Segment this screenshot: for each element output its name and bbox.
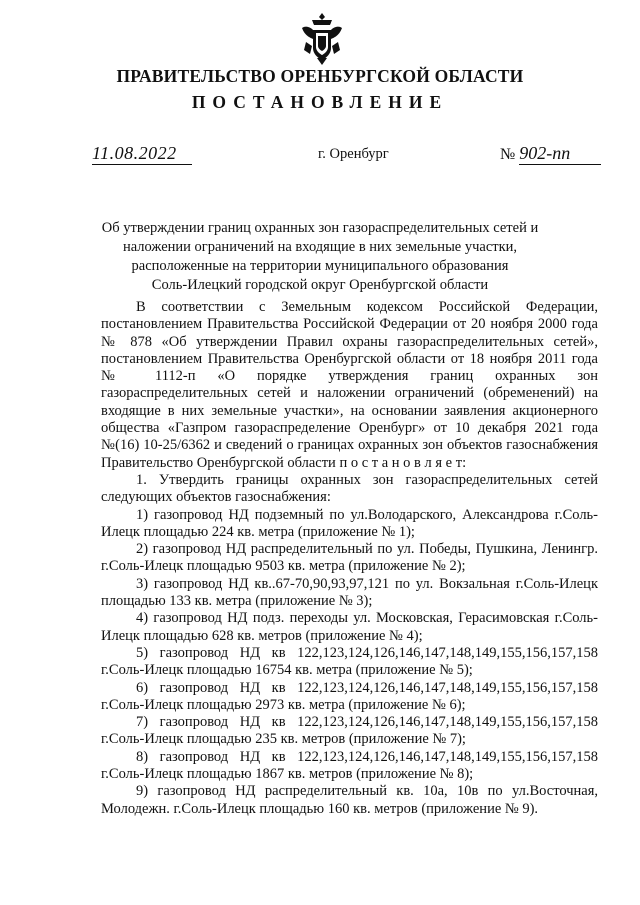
subitem-paragraph: 1) газопровод НД подземный по ул.Володарского, Александрова г.Соль-Илецк площадью 224 кв. метра (приложение № 1); <box>101 506 598 540</box>
title-line: расположенные на территории муниципального образования <box>131 258 509 274</box>
number-value: 902-пп <box>519 142 601 165</box>
document-body <box>101 299 598 818</box>
coat-of-arms-emblem <box>300 12 344 66</box>
subitem-paragraph: 3) газопровод НД кв..67-70,90,93,97,121 по ул. Вокзальная г.Соль-Илецк площадью 133 кв. метра (приложение № 3); <box>101 575 598 610</box>
subitem-paragraph: 5) газопровод НД кв 122,123,124,126,146,147,148,149,155,156,157,158 г.Соль-Илецк площадью 16754 кв. метра (приложение № 5); <box>101 644 598 679</box>
number-sign: № <box>500 146 516 163</box>
subitem-paragraph: 9) газопровод НД распределительный кв. 10а, 10в по ул.Восточная, Молодежн. г.Соль-Илецк площадью 160 кв. метров (приложение № 9). <box>101 783 598 817</box>
document-title <box>70 219 570 295</box>
subitem-paragraph: 4) газопровод НД подз. переходы ул. Московская, Герасимовская г.Соль-Илецк площадью 628 кв. метров (приложение № 4); <box>101 610 598 644</box>
government-name: ПРАВИТЕЛЬСТВО ОРЕНБУРГСКОЙ ОБЛАСТИ <box>116 66 524 86</box>
document-type: ПОСТАНОВЛЕНИЕ <box>191 92 449 112</box>
title-line: Об утверждении границ охранных зон газораспределительных сетей и <box>101 220 539 236</box>
subitem-paragraph: 7) газопровод НД кв 122,123,124,126,146,147,148,149,155,156,157,158 г.Соль-Илецк площадью 235 кв. метров (приложение № 7); <box>101 714 598 748</box>
subitem-paragraph: 2) газопровод НД распределительный по ул. Победы, Пушкина, Ленингр. г.Соль-Илецк площадью 9503 кв. метра (приложение № 2); <box>101 541 598 575</box>
document-date: 11.08.2022 <box>92 142 192 165</box>
document-city: г. Оренбург <box>318 146 389 162</box>
subitem-paragraph: 8) газопровод НД кв 122,123,124,126,146,147,148,149,155,156,157,158 г.Соль-Илецк площадью 1867 кв. метров (приложение № 8); <box>101 748 598 783</box>
item-1-paragraph: 1. Утвердить границы охранных зон газораспределительных сетей следующих объектов газоснабжения: <box>101 471 598 506</box>
title-line: наложении ограничений на входящие в них земельные участки, <box>122 239 518 255</box>
subitem-paragraph: 6) газопровод НД кв 122,123,124,126,146,147,148,149,155,156,157,158 г.Соль-Илецк площадью 2973 кв. метра (приложение № 6); <box>101 679 598 713</box>
preamble-paragraph: В соответствии с Земельным кодексом Российской Федерации, постановлением Правительства Российской Федерации от 20 ноября 2000 года № 878 «Об утверждении Правил охраны газораспределительных сетей», постановлением Правительства Оренбургской области от 18 ноября 2011 года № 1112-п «О порядке утверждения границ охранных зон газораспределительных сетей и наложении ограничений (обременений) на входящие в них земельные участки», на основании заявления акционерного общества «Газпром газораспределение Оренбург» от 10 декабря 2021 года №(16) 10-25/6362 и сведений о границах охранных зон объектов газоснабжения Правительство Оренбургской области п о с т а н о в л я е т: <box>101 299 598 471</box>
document-number <box>500 142 601 166</box>
title-line: Соль-Илецкий городской округ Оренбургской области <box>151 277 489 293</box>
